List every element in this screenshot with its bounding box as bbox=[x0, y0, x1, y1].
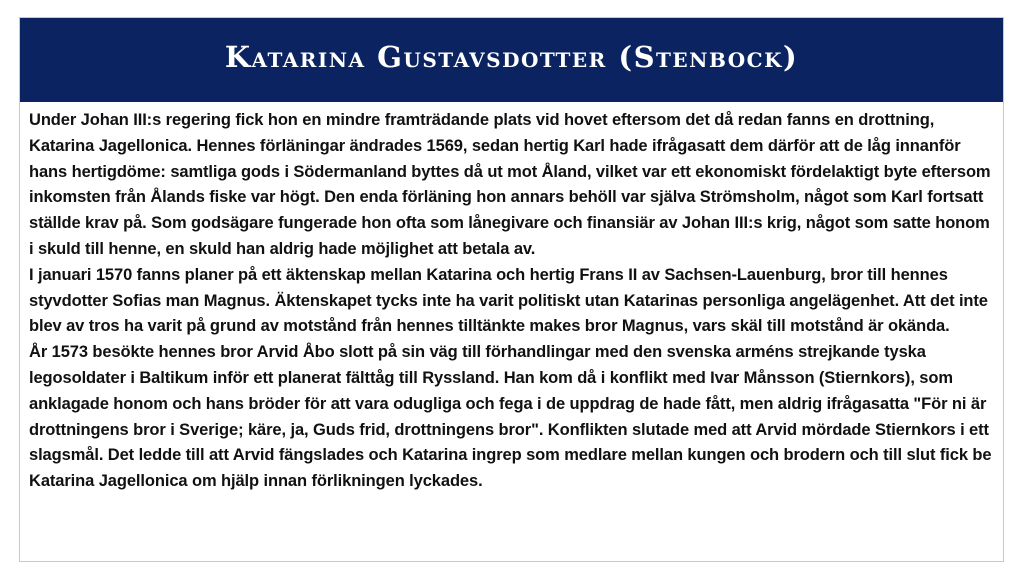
title-bar bbox=[20, 18, 1003, 102]
paragraph-3: År 1573 besökte hennes bror Arvid Åbo slott på sin väg till förhandlingar med den svenska arméns strejkande tyska legosoldater i Baltikum inför ett planerat fälttåg till Ryssland. Han kom då i konflikt med Ivar Månsson (Stiernkors), som anklagade honom och hans bröder för att vara odugliga och fega i de uppdrag de hade fått, men aldrig ifrågasatta "För ni är drottningens bror i Sverige; käre, ja, Guds frid, drottningens bror". Konflikten slutade med att Arvid mördade Stiernkors i ett slagsmål. Det ledde till att Arvid fängslades och Katarina ingrep som medlare mellan kungen och brodern och till slut fick be Katarina Jagellonica om hjälp innan förlikningen lyckades. bbox=[29, 343, 992, 491]
paragraph-2: I januari 1570 fanns planer på ett äktenskap mellan Katarina och hertig Frans II av Sachsen-Lauenburg, bror till hennes styvdotter Sofias man Magnus. Äktenskapet tycks inte ha varit politiskt utan Katarinas personliga angelägenhet. Att det inte blev av tros ha varit på grund av motstånd från hennes tilltänkte makes bror Magnus, vars skäl till motstånd är okända. bbox=[29, 265, 988, 336]
slide-body bbox=[29, 108, 997, 495]
paragraph-1: Under Johan III:s regering fick hon en mindre framträdande plats vid hovet eftersom det då redan fanns en drottning, Katarina Jagellonica. Hennes förläningar ändrades 1569, sedan hertig Karl hade ifrågasatt dem därför att de låg innanför hans hertigdöme: samtliga gods i Södermanland byttes då ut mot Åland, vilket var ett ekonomiskt fördelaktigt byte eftersom inkomsten från Ålands fiske var högt. Den enda förläning hon annars behöll var själva Strömsholm, något som Karl fortsatt ställde krav på. Som godsägare fungerade hon ofta som lånegivare och finansiär av Johan III:s krig, något som satte honom i skuld till henne, en skuld han aldrig hade möjlighet att betala av. bbox=[29, 111, 991, 258]
slide-title: Katarina Gustavsdotter (Stenbock) bbox=[224, 40, 799, 74]
slide bbox=[19, 17, 1004, 562]
